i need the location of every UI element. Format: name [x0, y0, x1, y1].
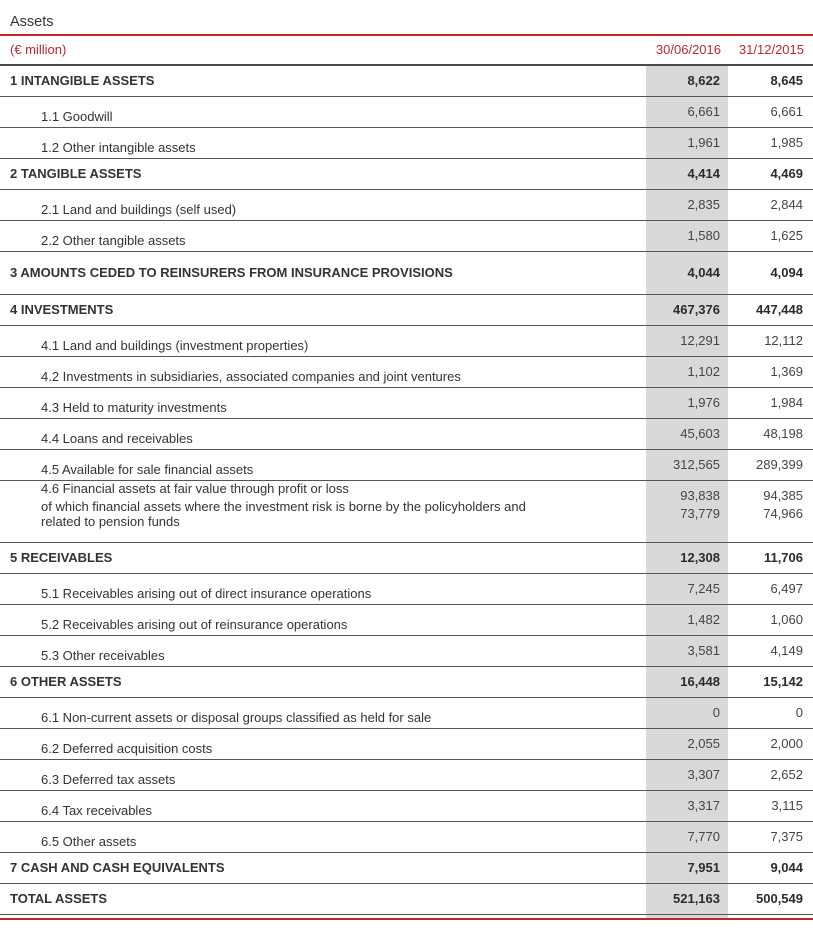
value-2015: 94,385	[763, 488, 803, 503]
table-bottom-rule	[0, 918, 813, 920]
table-row	[0, 791, 813, 822]
row-label: of which financial assets where the investment risk is borne by the policyholders and related to pension funds	[41, 499, 526, 529]
value-2015: 11,706	[763, 550, 803, 565]
value-2015: 1,985	[770, 135, 803, 150]
assets-table	[0, 66, 813, 915]
row-label: 2 TANGIBLE ASSETS	[10, 166, 142, 181]
value-2016: 7,770	[687, 829, 720, 844]
value-2016: 2,835	[687, 197, 720, 212]
row-label: 6.2 Deferred acquisition costs	[41, 741, 213, 756]
value-2016: 1,580	[687, 228, 720, 243]
row-label: 5.2 Receivables arising out of reinsurance operations	[41, 617, 348, 632]
row-label: 6 OTHER ASSETS	[10, 674, 122, 689]
value-2015: 3,115	[771, 798, 803, 813]
table-row	[0, 357, 813, 388]
value-2016: 45,603	[680, 426, 720, 441]
value-2016: 467,376	[673, 302, 720, 317]
column-header-2015: 31/12/2015	[738, 42, 804, 57]
row-label: TOTAL ASSETS	[10, 891, 108, 906]
value-2016: 3,581	[687, 643, 720, 658]
table-row	[0, 822, 813, 853]
table-row	[0, 499, 813, 543]
table-row	[0, 190, 813, 221]
row-label: 4.2 Investments in subsidiaries, associated companies and joint ventures	[41, 369, 461, 384]
value-2015: 1,369	[770, 364, 803, 379]
value-2015: 0	[795, 705, 803, 720]
value-2015: 1,984	[770, 395, 803, 410]
row-label: 2.2 Other tangible assets	[41, 233, 186, 248]
value-2016: 0	[712, 705, 720, 720]
value-2015: 74,966	[763, 506, 803, 521]
value-2016: 1,482	[687, 612, 720, 627]
row-label: 1.1 Goodwill	[41, 109, 113, 124]
table-row	[0, 605, 813, 636]
row-label: 6.3 Deferred tax assets	[41, 772, 176, 787]
row-label: 1.2 Other intangible assets	[41, 140, 196, 155]
value-2016: 312,565	[673, 457, 720, 472]
row-label: 2.1 Land and buildings (self used)	[41, 202, 237, 217]
table-header	[0, 36, 813, 64]
row-label: 4.1 Land and buildings (investment properties)	[41, 338, 309, 353]
value-2015: 7,375	[770, 829, 803, 844]
row-label: 7 CASH AND CASH EQUIVALENTS	[10, 860, 225, 875]
row-label: 5.1 Receivables arising out of direct insurance operations	[41, 586, 372, 601]
table-row	[0, 884, 813, 915]
table-row	[0, 388, 813, 419]
value-2015: 447,448	[756, 302, 803, 317]
table-row	[0, 667, 813, 698]
value-2015: 1,625	[770, 228, 803, 243]
value-2016: 1,976	[687, 395, 720, 410]
row-label: 6.1 Non-current assets or disposal groups classified as held for sale	[41, 710, 432, 725]
row-label: 6.5 Other assets	[41, 834, 137, 849]
value-2016: 12,308	[680, 550, 720, 565]
table-row	[0, 419, 813, 450]
value-2016: 521,163	[673, 891, 720, 906]
table-row	[0, 729, 813, 760]
value-2015: 500,549	[756, 891, 803, 906]
table-row	[0, 853, 813, 884]
table-row	[0, 481, 813, 503]
value-2016: 4,414	[687, 166, 720, 181]
row-label: 4.5 Available for sale financial assets	[41, 462, 254, 477]
value-2016: 73,779	[680, 506, 720, 521]
row-label: 5 RECEIVABLES	[10, 550, 113, 565]
row-label: 3 AMOUNTS CEDED TO REINSURERS FROM INSURANCE PROVISIONS	[10, 265, 453, 280]
row-label: 4.3 Held to maturity investments	[41, 400, 227, 415]
table-row	[0, 221, 813, 252]
row-label: 4.4 Loans and receivables	[41, 431, 193, 446]
value-2015: 2,652	[770, 767, 803, 782]
value-2016: 7,245	[687, 581, 720, 596]
row-label: 5.3 Other receivables	[41, 648, 165, 663]
value-2015: 15,142	[763, 674, 803, 689]
value-2015: 6,497	[770, 581, 803, 596]
table-row	[0, 574, 813, 605]
table-row	[0, 543, 813, 574]
value-2016: 12,291	[680, 333, 720, 348]
value-2015: 2,844	[770, 197, 803, 212]
value-2016: 93,838	[680, 488, 720, 503]
table-row	[0, 66, 813, 97]
value-2015: 6,661	[770, 104, 803, 119]
row-label: 4.6 Financial assets at fair value through profit or loss	[41, 481, 349, 496]
value-2015: 8,645	[770, 73, 803, 88]
value-2016: 1,102	[687, 364, 720, 379]
table-row	[0, 760, 813, 791]
table-row	[0, 128, 813, 159]
value-2016: 7,951	[687, 860, 720, 875]
value-2016: 6,661	[687, 104, 720, 119]
table-title: Assets	[10, 14, 54, 30]
value-2015: 2,000	[770, 736, 803, 751]
value-2015: 4,149	[770, 643, 803, 658]
value-2016: 4,044	[687, 265, 720, 280]
value-2016: 8,622	[687, 73, 720, 88]
value-2015: 1,060	[770, 612, 803, 627]
value-2016: 2,055	[687, 736, 720, 751]
row-label: 1 INTANGIBLE ASSETS	[10, 73, 155, 88]
row-label: 6.4 Tax receivables	[41, 803, 153, 818]
value-2016: 16,448	[680, 674, 720, 689]
table-row	[0, 295, 813, 326]
table-row	[0, 97, 813, 128]
table-row	[0, 252, 813, 295]
table-row	[0, 326, 813, 357]
value-2016: 3,307	[687, 767, 720, 782]
table-row	[0, 450, 813, 481]
value-2015: 4,469	[770, 166, 803, 181]
column-header-2016: 30/06/2016	[655, 42, 721, 57]
value-2016: 3,317	[687, 798, 720, 813]
table-row	[0, 636, 813, 667]
table-row	[0, 698, 813, 729]
value-2015: 4,094	[770, 265, 803, 280]
value-2016: 1,961	[687, 135, 720, 150]
value-2015: 9,044	[770, 860, 803, 875]
row-label: 4 INVESTMENTS	[10, 302, 114, 317]
value-2015: 48,198	[763, 426, 803, 441]
unit-label: (€ million)	[10, 42, 67, 57]
value-2015: 289,399	[756, 457, 803, 472]
value-2015: 12,112	[764, 333, 803, 348]
table-row	[0, 159, 813, 190]
